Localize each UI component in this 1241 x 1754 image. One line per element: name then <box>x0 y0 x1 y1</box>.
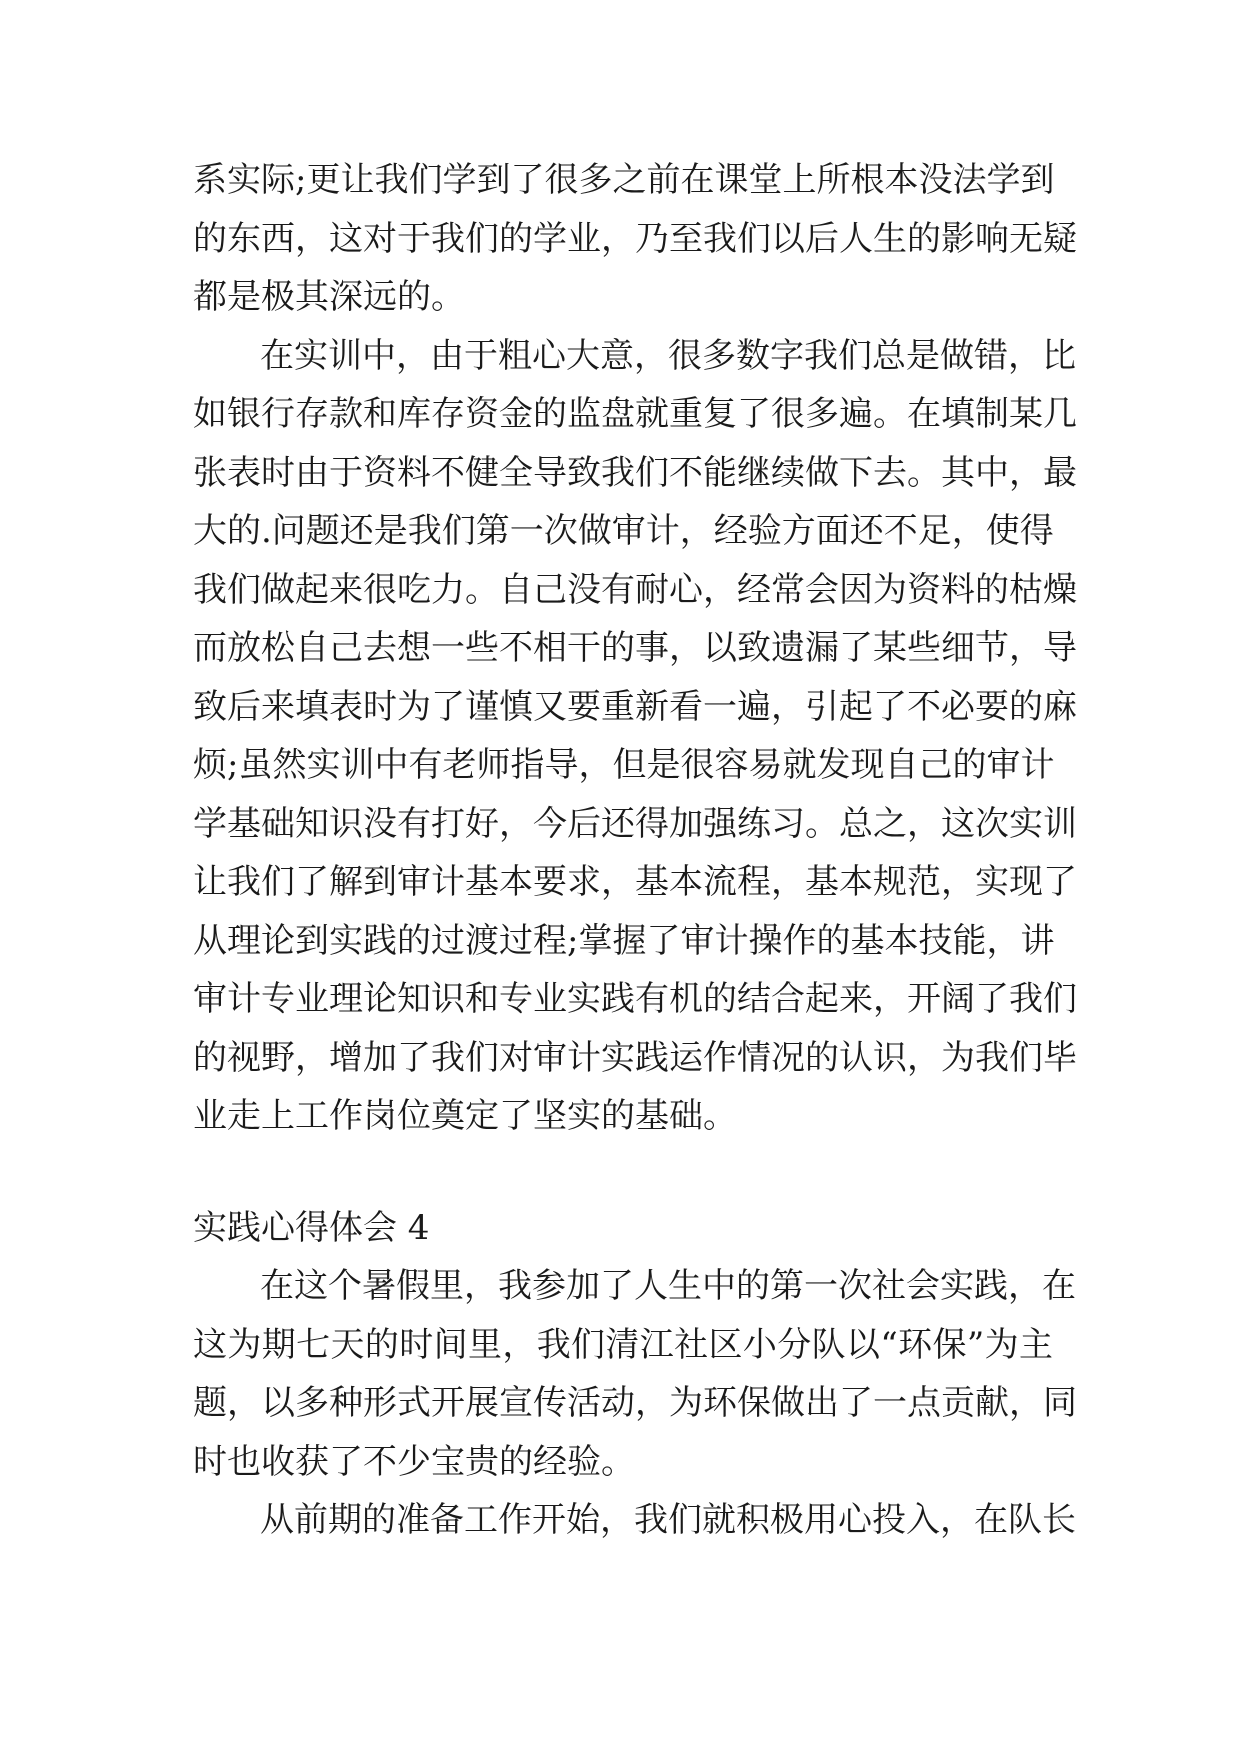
paragraph-line: 的视野，增加了我们对审计实践运作情况的认识，为我们毕 <box>193 1038 1077 1078</box>
paragraph-line: 系实际;更让我们学到了很多之前在课堂上所根本没法学到 <box>193 160 1055 200</box>
paragraph-line: 大的.问题还是我们第一次做审计，经验方面还不足，使得 <box>193 511 1054 551</box>
paragraph-line: 这为期七天的时间里，我们清江社区小分队以“环保”为主 <box>193 1325 1053 1365</box>
paragraph-line: 让我们了解到审计基本要求，基本流程，基本规范，实现了 <box>193 862 1077 902</box>
paragraph-line: 张表时由于资料不健全导致我们不能继续做下去。其中，最 <box>193 453 1077 493</box>
paragraph-line: 的东西，这对于我们的学业，乃至我们以后人生的影响无疑 <box>193 219 1077 259</box>
paragraph-line: 都是极其深远的。 <box>193 277 465 317</box>
paragraph-line: 时也收获了不少宝贵的经验。 <box>193 1442 635 1482</box>
paragraph-line: 从前期的准备工作开始，我们就积极用心投入，在队长 <box>260 1500 1076 1540</box>
paragraph-line: 题，以多种形式开展宣传活动，为环保做出了一点贡献，同 <box>193 1383 1077 1423</box>
paragraph-line: 而放松自己去想一些不相干的事，以致遗漏了某些细节，导 <box>193 628 1077 668</box>
paragraph-line: 我们做起来很吃力。自己没有耐心，经常会因为资料的枯燥 <box>193 570 1077 610</box>
paragraph-line: 业走上工作岗位奠定了坚实的基础。 <box>193 1096 737 1136</box>
paragraph-line: 学基础知识没有打好，今后还得加强练习。总之，这次实训 <box>193 804 1077 844</box>
paragraph-line: 在这个暑假里，我参加了人生中的第一次社会实践，在 <box>260 1266 1076 1306</box>
paragraph-line: 从理论到实践的过渡过程;掌握了审计操作的基本技能，讲 <box>193 921 1055 961</box>
paragraph-line: 如银行存款和库存资金的监盘就重复了很多遍。在填制某几 <box>193 394 1077 434</box>
paragraph-line: 烦;虽然实训中有老师指导，但是很容易就发现自己的审计 <box>193 745 1055 785</box>
paragraph-line: 审计专业理论知识和专业实践有机的结合起来，开阔了我们 <box>193 979 1077 1019</box>
paragraph-line: 致后来填表时为了谨慎又要重新看一遍，引起了不必要的麻 <box>193 687 1077 727</box>
paragraph-line: 在实训中，由于粗心大意，很多数字我们总是做错，比 <box>260 336 1076 376</box>
section-heading: 实践心得体会 4 <box>193 1208 430 1248</box>
